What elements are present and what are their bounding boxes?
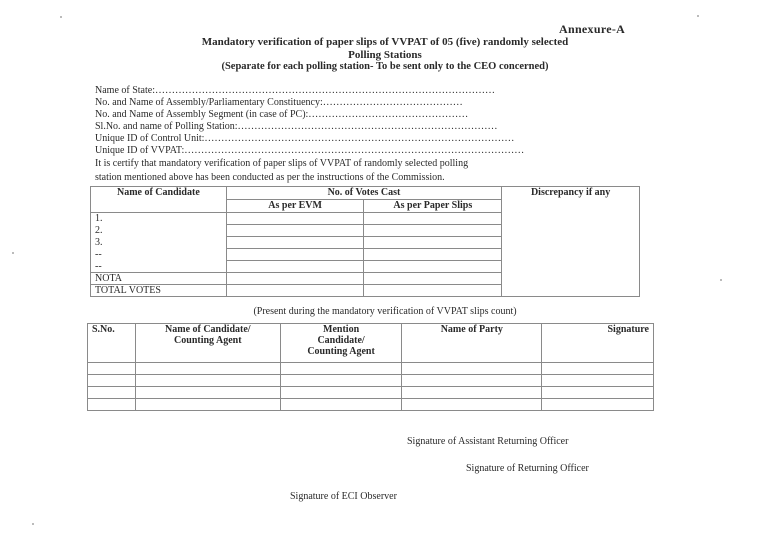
table-cell[interactable]	[135, 387, 280, 399]
header-mention-line-1: Mention	[323, 324, 360, 335]
row-label: 3.	[91, 237, 227, 249]
evm-cell[interactable]	[226, 225, 364, 237]
table-cell[interactable]	[88, 399, 136, 411]
table-cell[interactable]	[88, 363, 136, 375]
field-vvpat-id: Unique ID of VVPAT:…………………………………………………………………………………………	[95, 145, 525, 156]
signature-aro: Signature of Assistant Returning Officer	[407, 436, 569, 447]
table-cell[interactable]	[135, 375, 280, 387]
paper-cell[interactable]	[364, 261, 502, 273]
title-line-2: Polling Stations	[348, 49, 422, 61]
paper-cell[interactable]	[364, 225, 502, 237]
row-label: NOTA	[91, 273, 227, 285]
table-cell[interactable]	[542, 375, 654, 387]
evm-cell[interactable]	[226, 261, 364, 273]
table-cell[interactable]	[88, 375, 136, 387]
paper-cell[interactable]	[364, 273, 502, 285]
header-mention-line-3: Counting Agent	[307, 346, 375, 357]
table-cell[interactable]	[402, 399, 542, 411]
field-control-unit-id: Unique ID of Control Unit:…………………………………………………………………………………	[95, 133, 515, 144]
table-cell[interactable]	[280, 399, 402, 411]
evm-cell[interactable]	[226, 285, 364, 297]
paper-cell[interactable]	[364, 213, 502, 225]
evm-cell[interactable]	[226, 273, 364, 285]
signature-ro: Signature of Returning Officer	[466, 463, 589, 474]
table-cell[interactable]	[542, 363, 654, 375]
header-signature: Signature	[542, 324, 654, 363]
present-note: (Present during the mandatory verification of VVPAT slips count)	[253, 306, 517, 317]
header-candidate-agent-line-2: Counting Agent	[174, 335, 242, 346]
field-assembly-segment: No. and Name of Assembly Segment (in case of PC):…………………………………………	[95, 109, 469, 120]
scan-speck	[12, 252, 14, 254]
row-label: 2.	[91, 225, 227, 237]
certify-text-line-1: It is certify that mandatory verification of paper slips of VVPAT of randomly selected polling	[95, 158, 469, 169]
title-line-3: (Separate for each polling station- To be sent only to the CEO concerned)	[221, 61, 549, 72]
header-as-per-paper-slips: As per Paper Slips	[364, 200, 502, 213]
header-party: Name of Party	[402, 324, 542, 363]
table-cell[interactable]	[280, 387, 402, 399]
header-as-per-evm: As per EVM	[226, 200, 364, 213]
votes-table	[90, 186, 640, 297]
table-cell[interactable]	[280, 363, 402, 375]
header-sno: S.No.	[88, 324, 136, 363]
row-label: --	[91, 249, 227, 261]
header-candidate-agent	[135, 324, 280, 363]
scan-speck	[60, 16, 62, 18]
annexure-label: Annexure-A	[559, 22, 626, 36]
table-cell[interactable]	[135, 363, 280, 375]
evm-cell[interactable]	[226, 213, 364, 225]
row-label: TOTAL VOTES	[91, 285, 227, 297]
field-polling-station: Sl.No. and name of Polling Station:……………………………………………………………………	[95, 121, 498, 132]
paper-cell[interactable]	[364, 237, 502, 249]
row-label: 1.	[91, 213, 227, 225]
table-cell[interactable]	[402, 387, 542, 399]
table-cell[interactable]	[88, 387, 136, 399]
header-mention	[280, 324, 402, 363]
field-state: Name of State:…………………………………………………………………………………………	[95, 85, 495, 96]
header-votes-cast: No. of Votes Cast	[226, 187, 501, 200]
evm-cell[interactable]	[226, 249, 364, 261]
header-discrepancy: Discrepancy if any	[502, 187, 640, 297]
scan-speck	[32, 523, 34, 525]
agents-table	[87, 323, 654, 411]
certify-text-line-2: station mentioned above has been conducted as per the instructions of the Commission.	[95, 172, 445, 183]
scan-speck	[697, 15, 699, 17]
header-candidate-agent-line-1: Name of Candidate/	[165, 324, 251, 335]
table-cell[interactable]	[402, 375, 542, 387]
table-cell[interactable]	[542, 399, 654, 411]
table-cell[interactable]	[135, 399, 280, 411]
table-cell[interactable]	[402, 363, 542, 375]
table-cell[interactable]	[280, 375, 402, 387]
title-line-1: Mandatory verification of paper slips of VVPAT of 05 (five) randomly selected	[201, 36, 569, 48]
header-name-of-candidate: Name of Candidate	[91, 187, 227, 213]
row-label: --	[91, 261, 227, 273]
signature-eci-observer: Signature of ECI Observer	[290, 491, 397, 502]
field-constituency: No. and Name of Assembly/Parliamentary Constituency:……………………………………	[95, 97, 463, 108]
scan-speck	[720, 279, 722, 281]
paper-cell[interactable]	[364, 249, 502, 261]
paper-cell[interactable]	[364, 285, 502, 297]
header-mention-line-2: Candidate/	[317, 335, 365, 346]
table-cell[interactable]	[542, 387, 654, 399]
evm-cell[interactable]	[226, 237, 364, 249]
